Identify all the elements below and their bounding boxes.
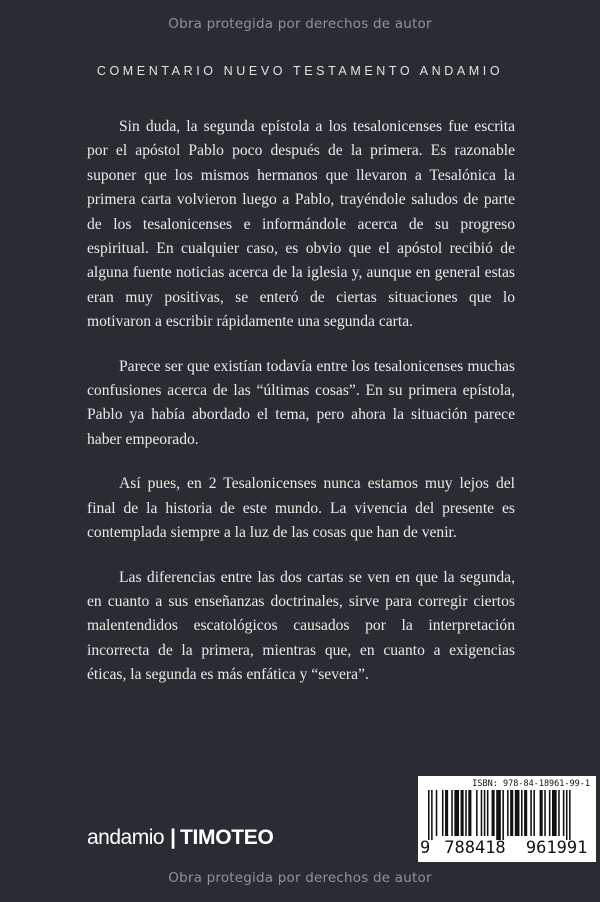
barcode-bar [436, 790, 438, 836]
barcode-bar [496, 790, 501, 840]
barcode-bar [569, 790, 571, 840]
barcode-bar [530, 790, 532, 836]
barcode-bar [468, 790, 471, 836]
barcode [428, 790, 588, 840]
barcode-bar [515, 790, 520, 836]
barcode-bar [507, 790, 509, 836]
logo-separator: | [170, 826, 176, 849]
barcode-bar [465, 790, 467, 836]
timoteo-logo: TIMOTEO [179, 826, 274, 849]
barcode-bar [487, 790, 489, 836]
barcode-bar [566, 790, 568, 840]
barcode-bar [521, 790, 523, 836]
isbn-label: ISBN: 978-84-18961-99-1 [472, 779, 590, 789]
barcode-bar [454, 790, 459, 836]
barcode-box [418, 776, 596, 862]
barcode-bar [524, 790, 527, 836]
barcode-bar [484, 790, 486, 836]
barcode-digits-left: 788418 [444, 838, 506, 858]
barcode-bar [481, 790, 483, 836]
paragraph-3: Así pues, en 2 Tesalonicenses nunca estamos muy lejos del final de la historia de este mundo. La vivencia del presente es contemplada siempre a la luz de las cosas que han de venir. [87, 475, 515, 542]
barcode-bar [492, 790, 495, 836]
barcode-bar [510, 790, 513, 836]
barcode-bar [442, 790, 444, 836]
barcode-bar [451, 790, 453, 836]
barcode-bar [540, 790, 543, 836]
barcode-bar [461, 790, 464, 836]
series-title: COMENTARIO NUEVO TESTAMENTO ANDAMIO [96, 64, 504, 78]
barcode-bar [558, 790, 560, 836]
barcode-digits [420, 838, 594, 858]
publisher-logos [87, 826, 274, 850]
watermark-bottom: Obra protegida por derechos de autor [168, 870, 432, 886]
barcode-bar [549, 790, 551, 836]
barcode-bar [445, 790, 448, 836]
andamio-logo: andamio [87, 826, 165, 849]
barcode-digits-right: 961991 [525, 838, 588, 858]
paragraph-4: Las diferencias entre las dos cartas se ven en que la segunda, en cuanto a sus enseñanzas doctrinales, sirve para corregir ciertos malentendidos escatológicos causados por la interpretación incorrecta de la primera, mientras que, en cuanto a exigencias éticas, la segunda es más enfática y “severa”. [87, 568, 515, 684]
barcode-bar [533, 790, 535, 836]
barcode-bar [544, 790, 546, 836]
barcode-digit-first: 9 [420, 838, 431, 858]
paragraph-1: Sin duda, la segunda epístola a los tesalonicenses fue escrita por el apóstol Pablo poco después de la primera. Es razonable suponer que los mismos hermanos que llevaron a Tesalónica la primera carta volvieron luego a Pablo, trayéndole saludos de parte de los tesalonicenses e informándole acerca de su progreso espiritual. En cualquier caso, es obvio que el apóstol recibió de alguna fuente noticias acerca de la iglesia y, aunque en general estas eran muy positivas, se enteró de ciertas situaciones que lo motivaron a escribir rápidamente una segunda carta. [87, 118, 515, 331]
barcode-bar [552, 790, 557, 836]
barcode-bar [428, 790, 430, 840]
barcode-bar [563, 790, 565, 836]
back-cover-text [87, 115, 515, 708]
watermark-top: Obra protegida por derechos de autor [168, 16, 432, 32]
barcode-bar [502, 790, 504, 840]
barcode-bar [476, 790, 478, 836]
barcode-bar [431, 790, 433, 840]
paragraph-2: Parece ser que existían todavía entre los tesalonicenses muchas confusiones acerca de las “últimas cosas”. En su primera epístola, Pablo ya había abordado el tema, pero ahora la situación parece haber empeorado. [87, 357, 515, 448]
